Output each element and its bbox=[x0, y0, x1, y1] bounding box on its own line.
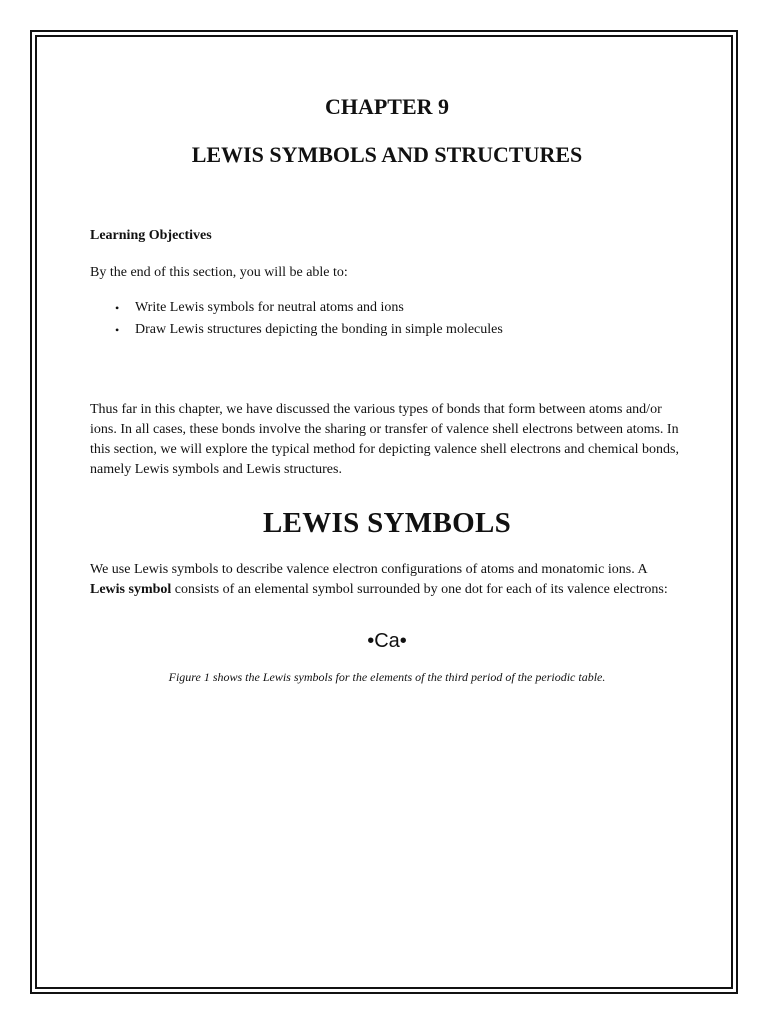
objectives-list bbox=[90, 297, 684, 341]
page-content bbox=[90, 92, 684, 686]
bullet-icon: • bbox=[115, 323, 120, 337]
intro-paragraph: Thus far in this chapter, we have discussed the various types of bonds that form between atoms and/or ions. In all cases, these bonds involve the sharing or transfer of valence shell electrons between atoms. In this section, we will explore the typical method for depicting valence shell electrons and chemical bonds, namely Lewis symbols and Lewis structures. bbox=[90, 402, 679, 477]
objective-item bbox=[90, 319, 684, 341]
objective-item bbox=[90, 297, 684, 319]
chapter-number: CHAPTER 9 bbox=[324, 94, 450, 119]
lewis-symbol-paragraph bbox=[90, 560, 680, 600]
objective-text: Write Lewis symbols for neutral atoms and ions bbox=[135, 300, 404, 315]
term-lewis-symbol: Lewis symbol bbox=[90, 582, 172, 597]
figure-caption: Figure 1 shows the Lewis symbols for the elements of the third period of the periodic table. bbox=[168, 670, 606, 684]
chapter-title: LEWIS SYMBOLS AND STRUCTURES bbox=[191, 142, 583, 167]
objectives-intro: By the end of this section, you will be able to: bbox=[90, 265, 348, 280]
bullet-icon: • bbox=[115, 301, 120, 315]
paragraph-text-start: We use Lewis symbols to describe valence electron configurations of atoms and monatomic ions. A bbox=[90, 562, 647, 577]
calcium-lewis-symbol: •Ca• bbox=[367, 630, 407, 652]
section-title: LEWIS SYMBOLS bbox=[262, 507, 512, 539]
paragraph-text-end: consists of an elemental symbol surrounded by one dot for each of its valence electrons: bbox=[171, 582, 668, 597]
objective-text: Draw Lewis structures depicting the bonding in simple molecules bbox=[135, 322, 503, 337]
learning-objectives-heading: Learning Objectives bbox=[90, 228, 212, 243]
